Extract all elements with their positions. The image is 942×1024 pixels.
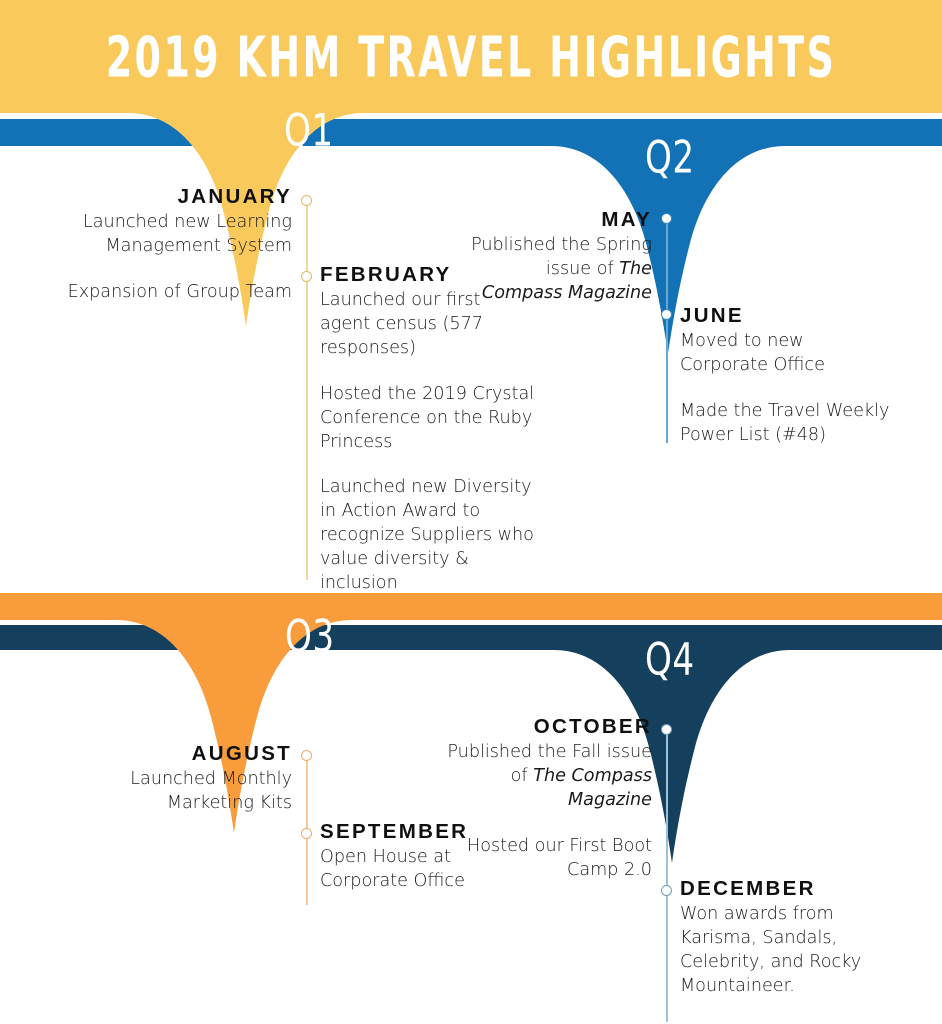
month-block-october bbox=[440, 716, 652, 883]
q3-marker-september bbox=[301, 828, 312, 839]
entry-october-1-text: Published the Fall issue of bbox=[447, 741, 652, 786]
month-name-september: SEPTEMBER bbox=[320, 820, 469, 843]
entry-june-2: Made the Travel Weekly Power List (#48) bbox=[680, 400, 890, 445]
q3-marker-august bbox=[301, 750, 312, 761]
month-block-january bbox=[40, 186, 292, 305]
q4-timeline-line bbox=[666, 732, 668, 1022]
month-block-august bbox=[90, 743, 292, 816]
q2-marker-may bbox=[661, 213, 672, 224]
entry-august-1: Launched Monthly Marketing Kits bbox=[130, 768, 292, 813]
entry-october-1-italic: The Compass Magazine bbox=[533, 765, 652, 810]
month-name-june: JUNE bbox=[680, 304, 744, 327]
entry-october-1 bbox=[440, 741, 652, 813]
q2-timeline-line bbox=[666, 218, 668, 443]
entry-may-1 bbox=[470, 234, 652, 306]
q4-marker-october bbox=[661, 724, 672, 735]
q1-timeline-line bbox=[306, 200, 308, 580]
month-name-august: AUGUST bbox=[191, 742, 292, 765]
q2-quarter-label: Q2 bbox=[645, 131, 695, 183]
month-block-may bbox=[470, 209, 652, 306]
q2-marker-june bbox=[661, 309, 672, 320]
month-name-may: MAY bbox=[601, 208, 652, 231]
entry-february-1: Launched our first agent census (577 responses) bbox=[320, 289, 483, 358]
q1-marker-january bbox=[301, 195, 312, 206]
q1-quarter-label: Q1 bbox=[284, 104, 334, 156]
entry-june-1: Moved to new Corporate Office bbox=[680, 330, 825, 375]
entry-february-2: Hosted the 2019 Crystal Conference on the Ruby Princess bbox=[320, 383, 535, 452]
month-block-december bbox=[680, 878, 884, 999]
month-name-february: FEBRUARY bbox=[320, 263, 452, 286]
month-name-october: OCTOBER bbox=[533, 715, 652, 738]
entry-january-2: Expansion of Group Team bbox=[67, 281, 292, 302]
month-block-june bbox=[680, 305, 890, 448]
entry-may-1-text: Published the Spring issue of bbox=[471, 234, 652, 279]
q3-quarter-label: Q3 bbox=[285, 610, 335, 662]
month-name-december: DECEMBER bbox=[680, 877, 816, 900]
entry-may-1-italic: The Compass Magazine bbox=[481, 258, 652, 303]
q4-quarter-label: Q4 bbox=[645, 633, 695, 685]
entry-december-1: Won awards from Karisma, Sandals, Celebrity, and Rocky Mountaineer. bbox=[680, 903, 862, 996]
entry-january-1: Launched new Learning Management System bbox=[82, 211, 292, 256]
month-name-january: JANUARY bbox=[177, 185, 292, 208]
q1-marker-february bbox=[301, 271, 312, 282]
month-block-february bbox=[320, 264, 536, 596]
entry-september-1: Open House at Corporate Office bbox=[320, 846, 465, 891]
q4-marker-december bbox=[661, 885, 672, 896]
page-title: 2019 KHM TRAVEL HIGHLIGHTS bbox=[105, 23, 837, 90]
entry-february-3: Launched new Diversity in Action Award to recognize Suppliers who value diversity & inclusion bbox=[320, 477, 534, 594]
entry-october-2: Hosted our First Boot Camp 2.0 bbox=[467, 835, 652, 880]
